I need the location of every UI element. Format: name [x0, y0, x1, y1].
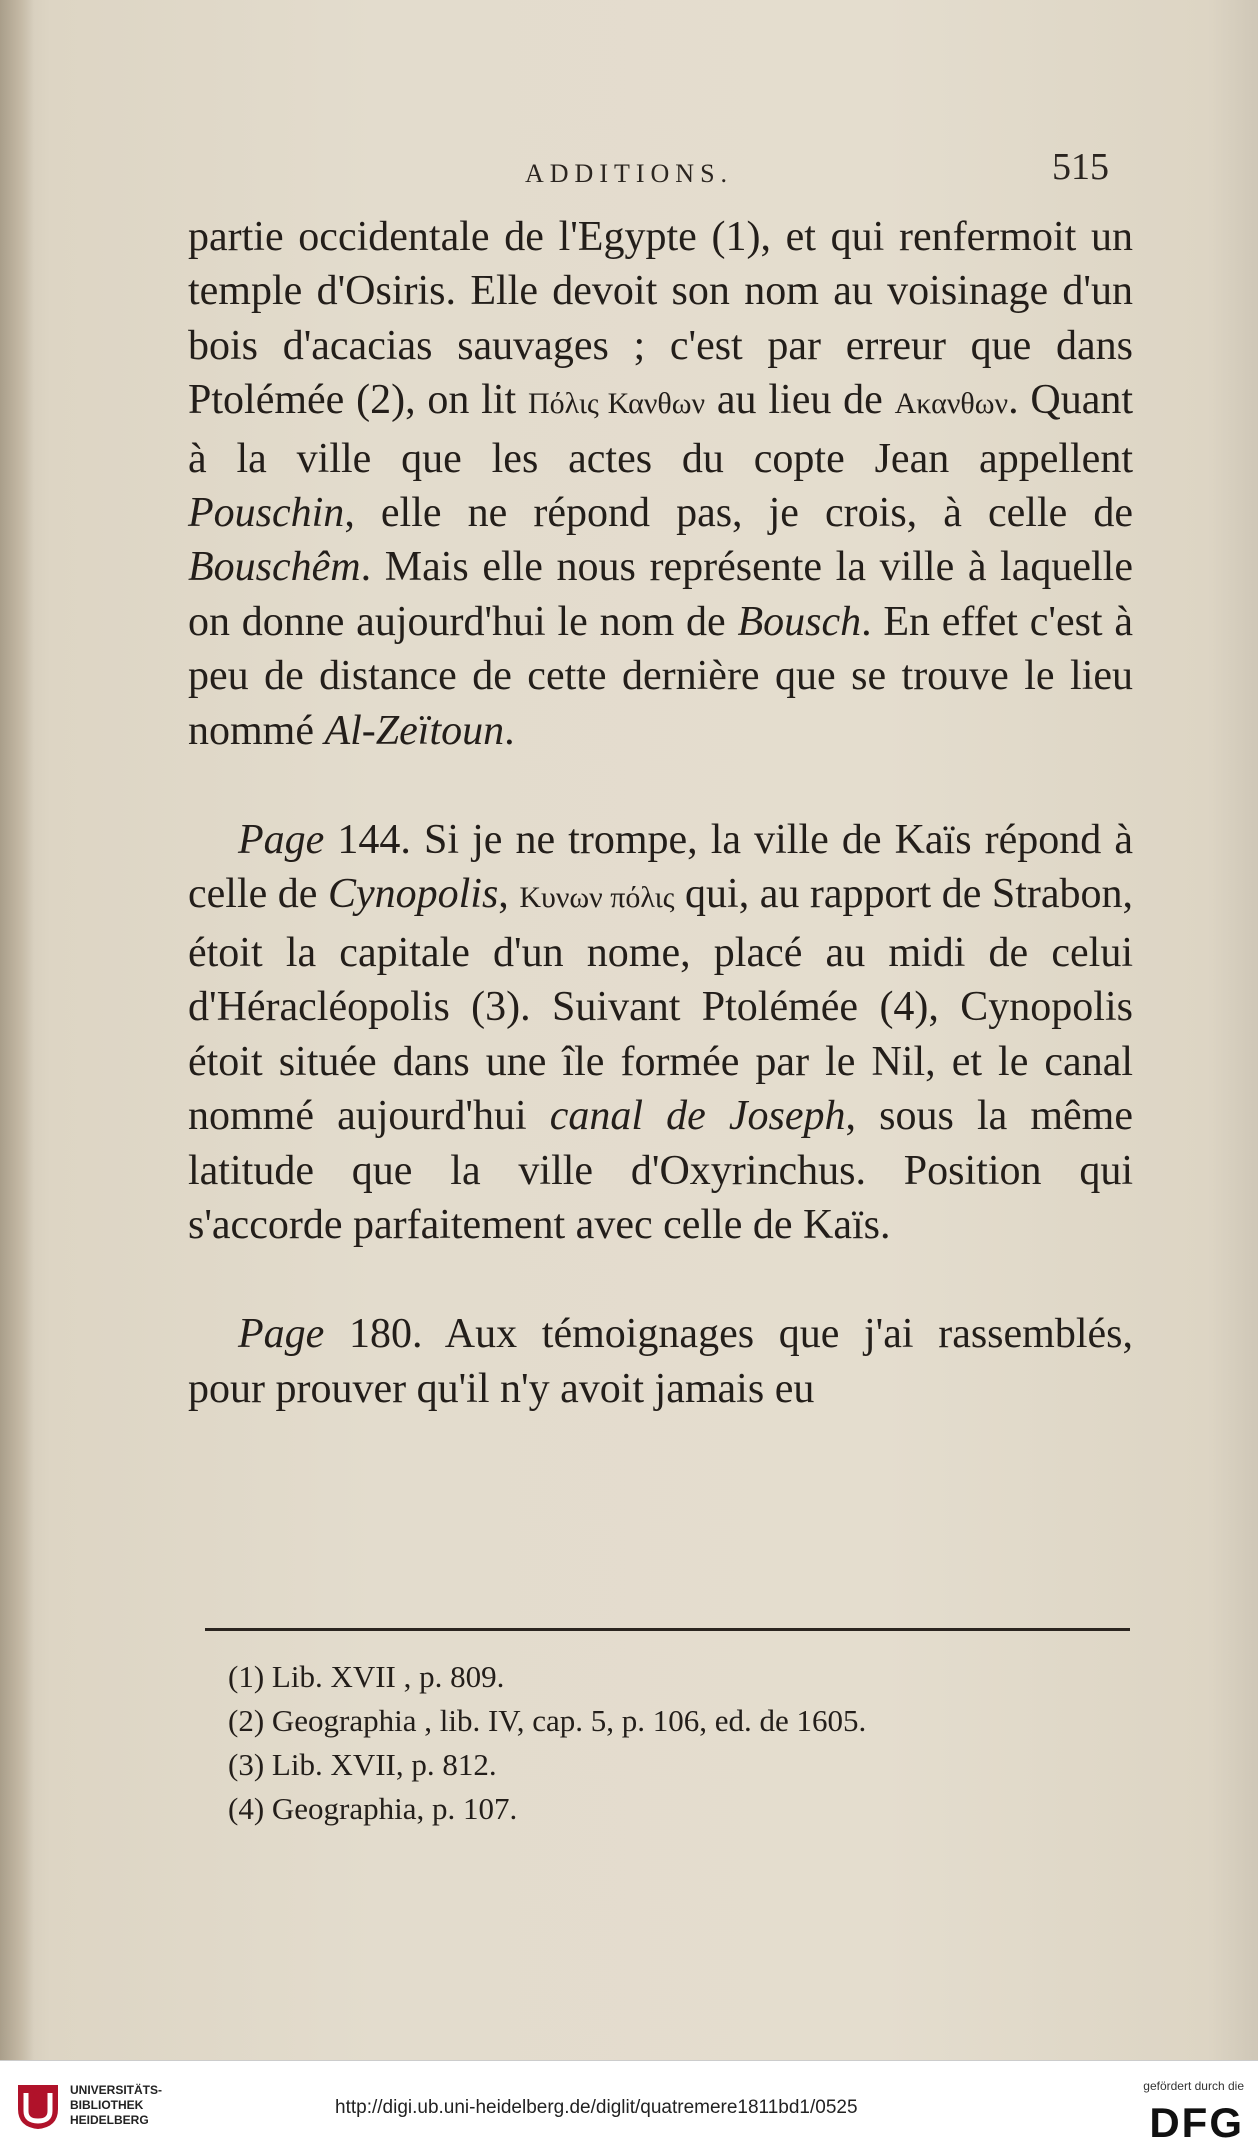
- footnote-4: (4) Geographia, p. 107.: [228, 1791, 518, 1826]
- italic-term: Pouschin: [188, 490, 345, 537]
- italic-term: Cynopolis: [327, 871, 499, 918]
- greek-phrase: Κυνων πόλις: [519, 881, 675, 915]
- main-text: [188, 210, 1133, 1416]
- paragraph-2: Page 144. Si je ne trompe, la ville de Kaïs répond à celle de Cynopolis, Κυνων πόλις qui, au rapport de Strabon, étoit la capitale d'un nome, placé au midi de celui d'Héracléopolis (3). Suivant Ptolémée (4), Cynopolis étoit située dans une île formée par le Nil, et le canal nommé aujourd'hui canal de Joseph, sous la même latitude que la ville d'Oxyrinchus. Position qui s'accorde parfaitement avec celle de Kaïs.: [188, 817, 1134, 1248]
- page-label: Page: [238, 817, 325, 864]
- paragraph-1: partie occidentale de l'Egypte (1), et qui renfermoit un temple d'Osiris. Elle devoit son nom au voisinage d'un bois d'acacias sauvages ; c'est par erreur que dans Ptolémée (2), on lit Πόλις Κανθων au lieu de Ακανθων. Quant à la ville que les actes du copte Jean appellent Pouschin, elle ne répond pas, je crois, à celle de Bouschêm. Mais elle nous représente la ville à laquelle on donne aujourd'hui le nom de Bousch. En effet c'est à peu de distance de cette dernière que se trouve le lieu nommé Al-Zeïtoun.: [188, 214, 1134, 754]
- funding-note: gefördert durch die: [1143, 2079, 1244, 2093]
- footnote-separator: [205, 1628, 1130, 1631]
- permalink-url[interactable]: http://digi.ub.uni-heidelberg.de/diglit/quatremere1811bd1/0525: [335, 2097, 858, 2118]
- page-label: Page: [238, 1311, 325, 1358]
- italic-term: Al-Zeïtoun: [324, 707, 505, 754]
- greek-phrase: Ακανθων: [894, 387, 1009, 421]
- university-library-logo-icon: [14, 2081, 62, 2133]
- italic-term: Bousch: [737, 598, 862, 645]
- italic-term: Bouschêm: [188, 544, 361, 591]
- viewer-footer: [0, 2060, 1258, 2153]
- greek-phrase: Πόλις Κανθων: [527, 387, 706, 421]
- footnote-1: (1) Lib. XVII , p. 809.: [228, 1659, 505, 1694]
- paragraph-3: Page 180. Aux témoignages que j'ai rassemblés, pour prouver qu'il n'y avoit jamais eu: [188, 1311, 1133, 1412]
- university-library-name: UNIVERSITÄTS- BIBLIOTHEK HEIDELBERG: [70, 2083, 163, 2127]
- page-number: 515: [1052, 146, 1109, 188]
- running-head: ADDITIONS.: [525, 159, 734, 188]
- footnotes: [228, 1655, 1128, 1831]
- footnote-3: (3) Lib. XVII, p. 812.: [228, 1747, 497, 1782]
- page-header: [0, 145, 1258, 195]
- italic-term: canal de Joseph: [549, 1093, 846, 1140]
- dfg-logo: DFG: [1149, 2099, 1244, 2146]
- footnote-2: (2) Geographia , lib. IV, cap. 5, p. 106, ed. de 1605.: [228, 1703, 867, 1738]
